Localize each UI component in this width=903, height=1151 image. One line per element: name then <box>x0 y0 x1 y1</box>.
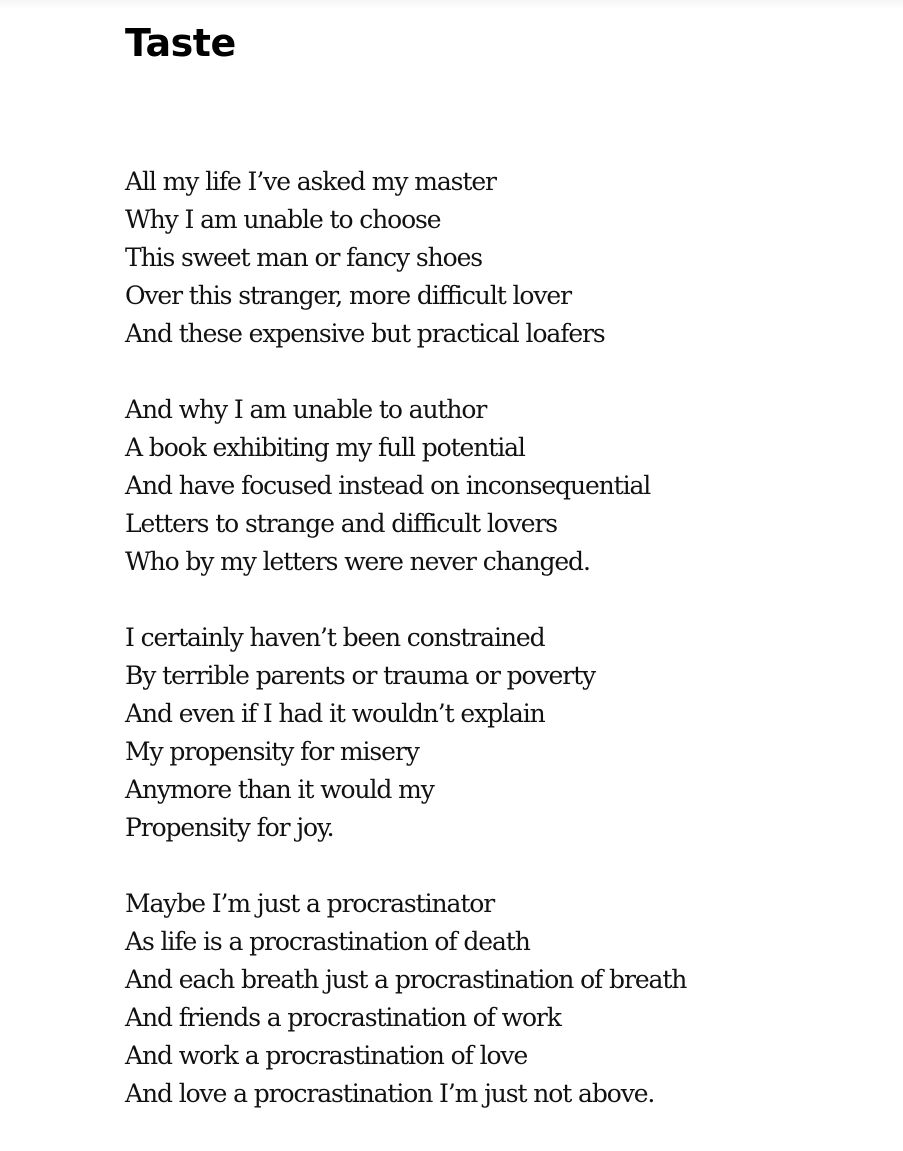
poem-line: Who by my letters were never changed. <box>125 547 590 576</box>
poem-line: And friends a procrastination of work <box>125 1003 561 1032</box>
poem-line: Maybe I’m just a procrastinator <box>125 889 495 918</box>
stanza-1 <box>125 163 865 353</box>
stanza-3 <box>125 619 865 847</box>
poem-title: Taste <box>125 21 236 65</box>
poem-line: And have focused instead on inconsequential <box>125 471 651 500</box>
poem-line: Over this stranger, more difficult lover <box>125 281 571 310</box>
poem-line: Letters to strange and difficult lovers <box>125 509 558 538</box>
poem-line: And each breath just a procrastination of breath <box>125 965 687 994</box>
poem-line: And love a procrastination I’m just not above. <box>125 1079 655 1108</box>
poem-line: As life is a procrastination of death <box>125 927 530 956</box>
poem-line: And work a procrastination of love <box>125 1041 528 1070</box>
poem-line: Propensity for joy. <box>125 813 334 842</box>
poem-body <box>125 163 865 1151</box>
poem-line: This sweet man or fancy shoes <box>125 243 483 272</box>
poem-line: Why I am unable to choose <box>125 205 441 234</box>
poem-line: A book exhibiting my full potential <box>125 433 525 462</box>
poem-line: I certainly haven’t been constrained <box>125 623 545 652</box>
poem-line: And these expensive but practical loafers <box>125 319 605 348</box>
poem-line: All my life I’ve asked my master <box>125 167 496 196</box>
poem-line: Anymore than it would my <box>125 775 434 804</box>
poem-line: My propensity for misery <box>125 737 419 766</box>
stanza-4 <box>125 885 865 1113</box>
poem-line: And why I am unable to author <box>125 395 487 424</box>
poem-line: And even if I had it wouldn’t explain <box>125 699 545 728</box>
top-shadow <box>0 0 903 10</box>
poem-line: By terrible parents or trauma or poverty <box>125 661 596 690</box>
stanza-2 <box>125 391 865 581</box>
